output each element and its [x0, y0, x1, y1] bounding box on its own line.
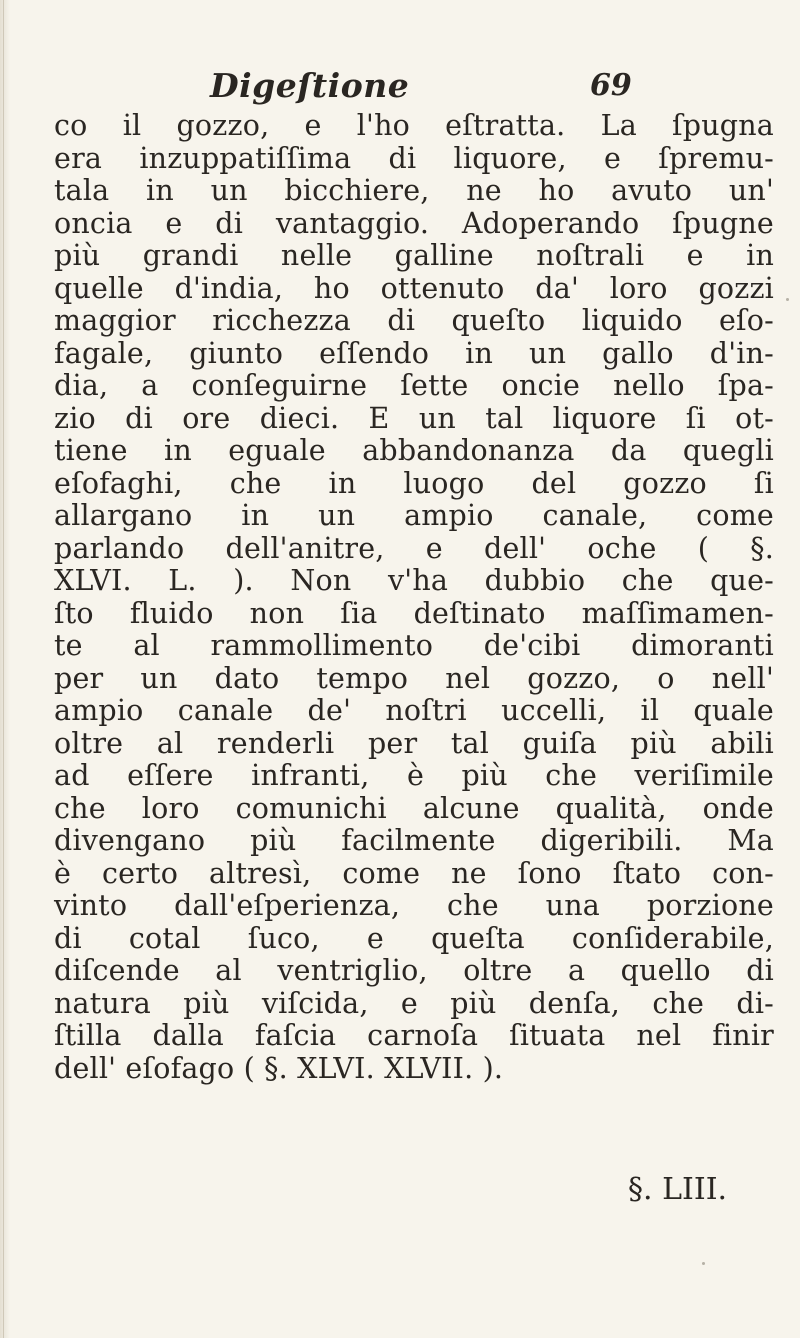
page-gutter-shadow: [0, 0, 10, 1338]
text-line: vinto dall'eſperienza, che una porzione: [54, 889, 774, 922]
text-line: XLVI. L. ). Non v'ha dubbio che que-: [54, 564, 774, 597]
running-title: Digeſtione: [210, 66, 410, 105]
text-line: per un dato tempo nel gozzo, o nell': [54, 661, 774, 695]
text-line: diſcende al ventriglio, oltre a quello di: [54, 954, 774, 987]
text-line: allargano in un ampio canale, come: [54, 499, 774, 532]
text-line: natura più viſcida, e più denſa, che di-: [54, 986, 774, 1020]
text-line: parlando dell'anitre, e dell' oche ( §.: [54, 531, 774, 565]
text-line: te al rammollimento de'cibi dimoranti: [54, 629, 774, 662]
text-line: quelle d'india, ho ottenuto da' loro gozzi: [54, 271, 774, 305]
gutter-line: [3, 0, 4, 1338]
text-line: maggior ricchezza di queſto liquido eſo-: [54, 304, 774, 337]
catchword: §. LIII.: [628, 1172, 728, 1207]
text-line: co il gozzo, e l'ho eſtratta. La ſpugna: [54, 109, 774, 142]
body-text: [54, 110, 774, 1085]
text-line: che loro comunichi alcune qualità, onde: [54, 791, 774, 825]
text-line: è certo altresì, come ne ſono ſtato con-: [54, 856, 774, 890]
text-line: era inzuppatiſſima di liquore, e ſpremu-: [54, 141, 774, 175]
text-line: tiene in eguale abbandonanza da quegli: [54, 434, 774, 467]
text-line: ſto fluido non ſia deſtinato maſſimamen-: [54, 596, 774, 630]
page-header: [0, 66, 800, 110]
paper-speck: [702, 1262, 705, 1265]
paper-speck: [786, 298, 789, 301]
text-line: ampio canale de' noſtri uccelli, il quale: [54, 694, 774, 727]
text-line: di cotal ſuco, e queſta conſiderabile,: [54, 921, 774, 955]
page-number: 69: [590, 68, 632, 103]
text-line: più grandi nelle galline noſtrali e in: [54, 239, 774, 272]
text-line: dell' eſofago ( §. XLVI. XLVII. ).: [54, 1051, 504, 1085]
text-line: zio di ore dieci. E un tal liquore ſi ot-: [54, 401, 774, 435]
text-line: oncia e di vantaggio. Adoperando ſpugne: [54, 206, 774, 240]
text-line: ad eſſere infranti, è più che veriſimile: [54, 759, 774, 792]
text-line: tala in un bicchiere, ne ho avuto un': [54, 174, 774, 207]
text-line: oltre al renderli per tal guiſa più abili: [54, 726, 774, 760]
text-line: divengano più facilmente digeribili. Ma: [54, 824, 774, 857]
text-line: eſofaghi, che in luogo del gozzo ſi: [54, 466, 774, 500]
text-line: fagale, giunto eſſendo in un gallo d'in-: [54, 336, 774, 370]
text-line: ſtilla dalla faſcia carnoſa ſituata nel finir: [54, 1019, 774, 1052]
text-line: dia, a conſeguirne ſette oncie nello ſpa-: [54, 369, 774, 402]
